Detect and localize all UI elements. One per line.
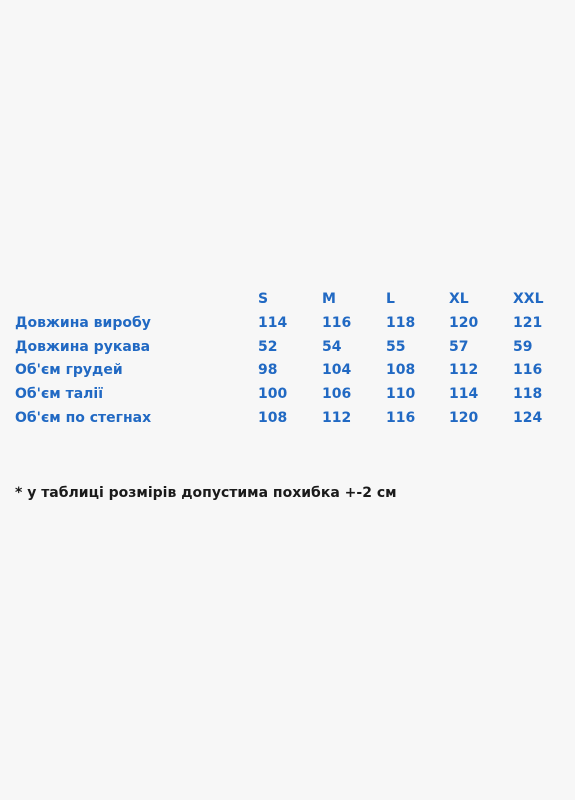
table-cell: 120 (449, 314, 479, 331)
table-cell: 110 (386, 386, 416, 403)
table-cell: 54 (322, 338, 342, 355)
size-header-l: L (386, 291, 395, 307)
table-cell: 100 (258, 386, 288, 403)
size-header-m: M (322, 291, 336, 307)
table-cell: 112 (449, 362, 479, 379)
table-cell: 55 (386, 338, 406, 355)
table-cell: 98 (258, 362, 278, 379)
row-label: Об'єм грудей (15, 362, 123, 379)
tolerance-note: * у таблиці розмірів допустима похибка +-2 см (15, 485, 397, 501)
size-header-s: S (258, 291, 269, 307)
table-cell: 59 (513, 338, 533, 355)
table-cell: 118 (386, 314, 416, 331)
row-label: Довжина рукава (15, 338, 151, 355)
table-cell: 116 (322, 314, 352, 331)
table-cell: 112 (322, 409, 352, 426)
table-cell: 104 (322, 362, 352, 379)
size-table (15, 288, 565, 431)
size-header-xxl: XXL (513, 291, 544, 307)
table-cell: 52 (258, 338, 278, 355)
table-cell: 124 (513, 409, 543, 426)
size-header-row (15, 288, 565, 312)
table-cell: 108 (386, 362, 416, 379)
table-cell: 118 (513, 386, 543, 403)
table-cell: 106 (322, 386, 352, 403)
table-cell: 121 (513, 314, 543, 331)
table-row (15, 312, 565, 336)
table-cell: 108 (258, 409, 288, 426)
row-label: Довжина виробу (15, 314, 151, 331)
table-cell: 114 (258, 314, 288, 331)
table-row (15, 336, 565, 360)
table-cell: 120 (449, 409, 479, 426)
table-row (15, 383, 565, 407)
table-cell: 57 (449, 338, 469, 355)
table-cell: 116 (386, 409, 416, 426)
table-row (15, 407, 565, 431)
table-cell: 116 (513, 362, 543, 379)
row-label: Об'єм по стегнах (15, 409, 152, 426)
table-row (15, 359, 565, 383)
table-cell: 114 (449, 386, 479, 403)
row-label: Об'єм талії (15, 386, 103, 403)
size-header-xl: XL (449, 291, 469, 307)
